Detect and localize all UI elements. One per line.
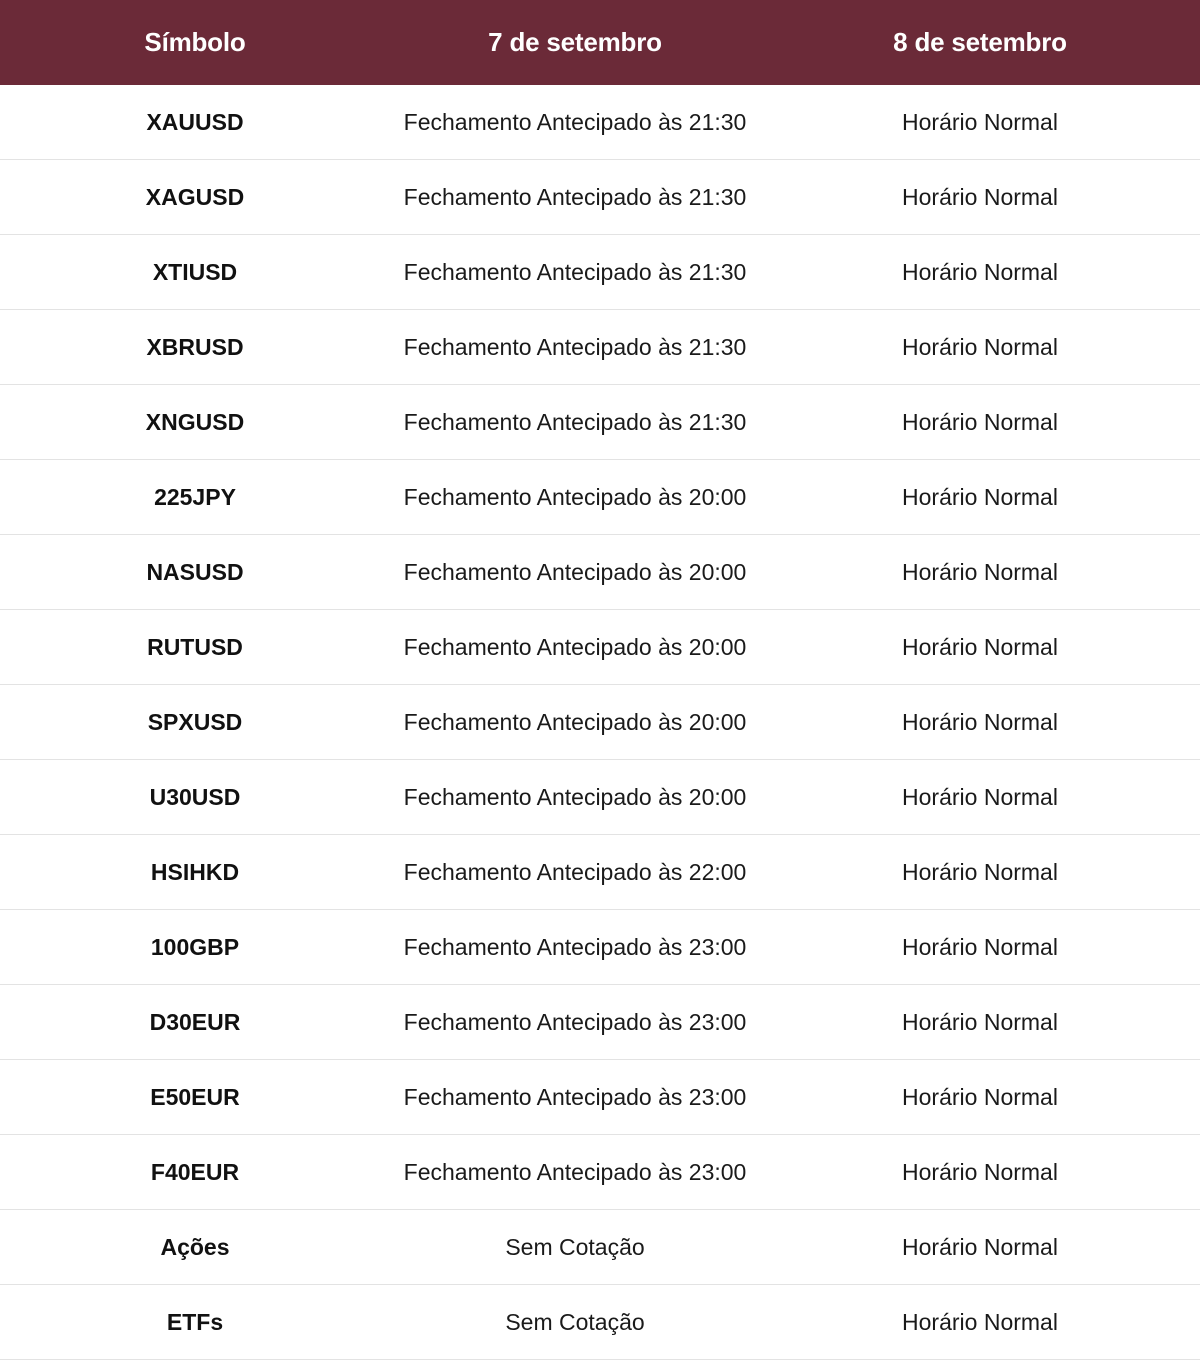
table-row — [0, 160, 1200, 235]
header-sept-8: 8 de setembro — [760, 0, 1200, 85]
symbol-cell: XNGUSD — [0, 385, 390, 460]
sept-8-cell: Horário Normal — [760, 85, 1200, 160]
sept-7-cell: Fechamento Antecipado às 20:00 — [390, 535, 760, 610]
sept-7-cell: Fechamento Antecipado às 21:30 — [390, 160, 760, 235]
table-body — [0, 85, 1200, 1360]
table-row — [0, 85, 1200, 160]
sept-8-cell: Horário Normal — [760, 235, 1200, 310]
sept-8-cell: Horário Normal — [760, 1135, 1200, 1210]
symbol-cell: F40EUR — [0, 1135, 390, 1210]
symbol-cell: U30USD — [0, 760, 390, 835]
sept-8-cell: Horário Normal — [760, 535, 1200, 610]
sept-7-cell: Fechamento Antecipado às 21:30 — [390, 85, 760, 160]
table-row — [0, 460, 1200, 535]
sept-7-cell: Fechamento Antecipado às 20:00 — [390, 685, 760, 760]
sept-8-cell: Horário Normal — [760, 760, 1200, 835]
symbol-cell: 100GBP — [0, 910, 390, 985]
sept-7-cell: Fechamento Antecipado às 21:30 — [390, 310, 760, 385]
table-row — [0, 310, 1200, 385]
table-row — [0, 760, 1200, 835]
sept-7-cell: Fechamento Antecipado às 20:00 — [390, 460, 760, 535]
sept-7-cell: Sem Cotação — [390, 1210, 760, 1285]
table-row — [0, 610, 1200, 685]
symbol-cell: XTIUSD — [0, 235, 390, 310]
sept-8-cell: Horário Normal — [760, 1285, 1200, 1360]
sept-8-cell: Horário Normal — [760, 835, 1200, 910]
sept-7-cell: Fechamento Antecipado às 23:00 — [390, 1135, 760, 1210]
sept-8-cell: Horário Normal — [760, 685, 1200, 760]
sept-8-cell: Horário Normal — [760, 610, 1200, 685]
sept-8-cell: Horário Normal — [760, 310, 1200, 385]
symbol-cell: ETFs — [0, 1285, 390, 1360]
sept-8-cell: Horário Normal — [760, 1210, 1200, 1285]
sept-7-cell: Fechamento Antecipado às 22:00 — [390, 835, 760, 910]
header-symbol: Símbolo — [0, 0, 390, 85]
table-row — [0, 910, 1200, 985]
table-row — [0, 1210, 1200, 1285]
header-row — [0, 0, 1200, 85]
symbol-cell: XAUUSD — [0, 85, 390, 160]
table-row — [0, 835, 1200, 910]
table-row — [0, 385, 1200, 460]
sept-8-cell: Horário Normal — [760, 985, 1200, 1060]
symbol-cell: Ações — [0, 1210, 390, 1285]
sept-7-cell: Fechamento Antecipado às 20:00 — [390, 610, 760, 685]
sept-7-cell: Fechamento Antecipado às 20:00 — [390, 760, 760, 835]
symbol-cell: 225JPY — [0, 460, 390, 535]
sept-8-cell: Horário Normal — [760, 1060, 1200, 1135]
symbol-cell: RUTUSD — [0, 610, 390, 685]
table-row — [0, 1285, 1200, 1360]
sept-8-cell: Horário Normal — [760, 385, 1200, 460]
symbol-cell: NASUSD — [0, 535, 390, 610]
table-row — [0, 1060, 1200, 1135]
table-row — [0, 985, 1200, 1060]
symbol-cell: HSIHKD — [0, 835, 390, 910]
table-row — [0, 1135, 1200, 1210]
sept-7-cell: Fechamento Antecipado às 23:00 — [390, 910, 760, 985]
table-row — [0, 685, 1200, 760]
table-header — [0, 0, 1200, 85]
sept-8-cell: Horário Normal — [760, 910, 1200, 985]
sept-7-cell: Fechamento Antecipado às 23:00 — [390, 985, 760, 1060]
sept-7-cell: Fechamento Antecipado às 21:30 — [390, 235, 760, 310]
sept-7-cell: Sem Cotação — [390, 1285, 760, 1360]
symbol-cell: XAGUSD — [0, 160, 390, 235]
sept-8-cell: Horário Normal — [760, 160, 1200, 235]
table-row — [0, 535, 1200, 610]
symbol-cell: E50EUR — [0, 1060, 390, 1135]
symbol-cell: D30EUR — [0, 985, 390, 1060]
sept-8-cell: Horário Normal — [760, 460, 1200, 535]
header-sept-7: 7 de setembro — [390, 0, 760, 85]
symbol-cell: XBRUSD — [0, 310, 390, 385]
symbol-cell: SPXUSD — [0, 685, 390, 760]
sept-7-cell: Fechamento Antecipado às 21:30 — [390, 385, 760, 460]
table-row — [0, 235, 1200, 310]
sept-7-cell: Fechamento Antecipado às 23:00 — [390, 1060, 760, 1135]
